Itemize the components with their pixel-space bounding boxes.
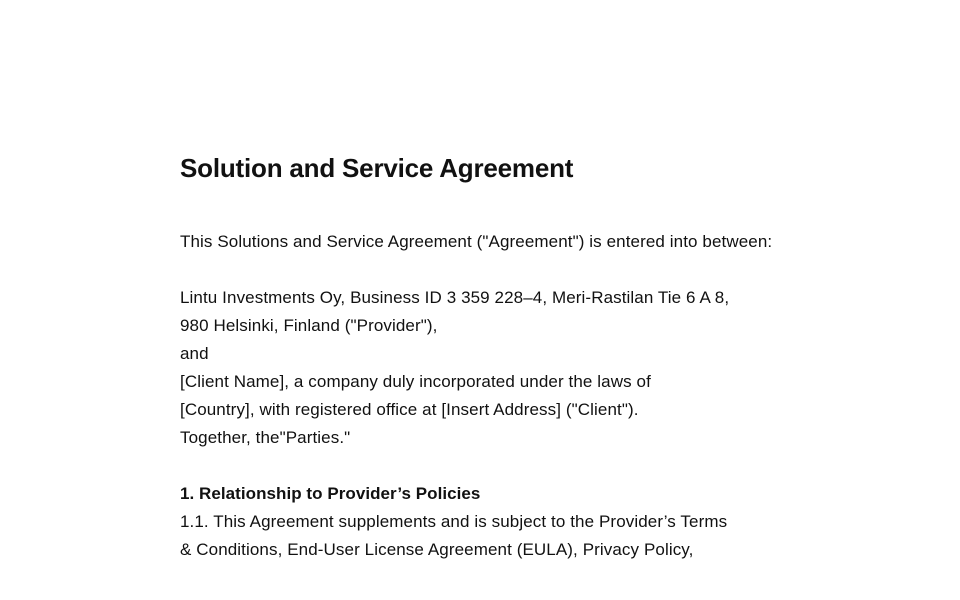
section-1-heading: 1. Relationship to Provider’s Policies <box>180 484 481 503</box>
paragraph-spacer <box>180 452 790 480</box>
and-line: and <box>180 344 209 363</box>
provider-line-1: Lintu Investments Oy, Business ID 3 359 228–4, Meri-Rastilan Tie 6 A 8, <box>180 288 730 307</box>
client-line-2: [Country], with registered office at [Insert Address] ("Client"). <box>180 400 639 419</box>
document-title: Solution and Service Agreement <box>180 153 574 183</box>
intro-paragraph: This Solutions and Service Agreement ("Agreement") is entered into between: <box>180 232 773 251</box>
section-1-1-line-2: & Conditions, End-User License Agreement (EULA), Privacy Policy, <box>180 540 694 559</box>
paragraph-spacer <box>180 256 790 284</box>
parties-line: Together, the"Parties." <box>180 428 351 447</box>
client-line-1: [Client Name], a company duly incorporated under the laws of <box>180 372 651 391</box>
section-1-1-line-1: 1.1. This Agreement supplements and is subject to the Provider’s Terms <box>180 512 728 531</box>
agreement-document <box>180 148 790 564</box>
provider-line-2: 980 Helsinki, Finland ("Provider"), <box>180 316 438 335</box>
